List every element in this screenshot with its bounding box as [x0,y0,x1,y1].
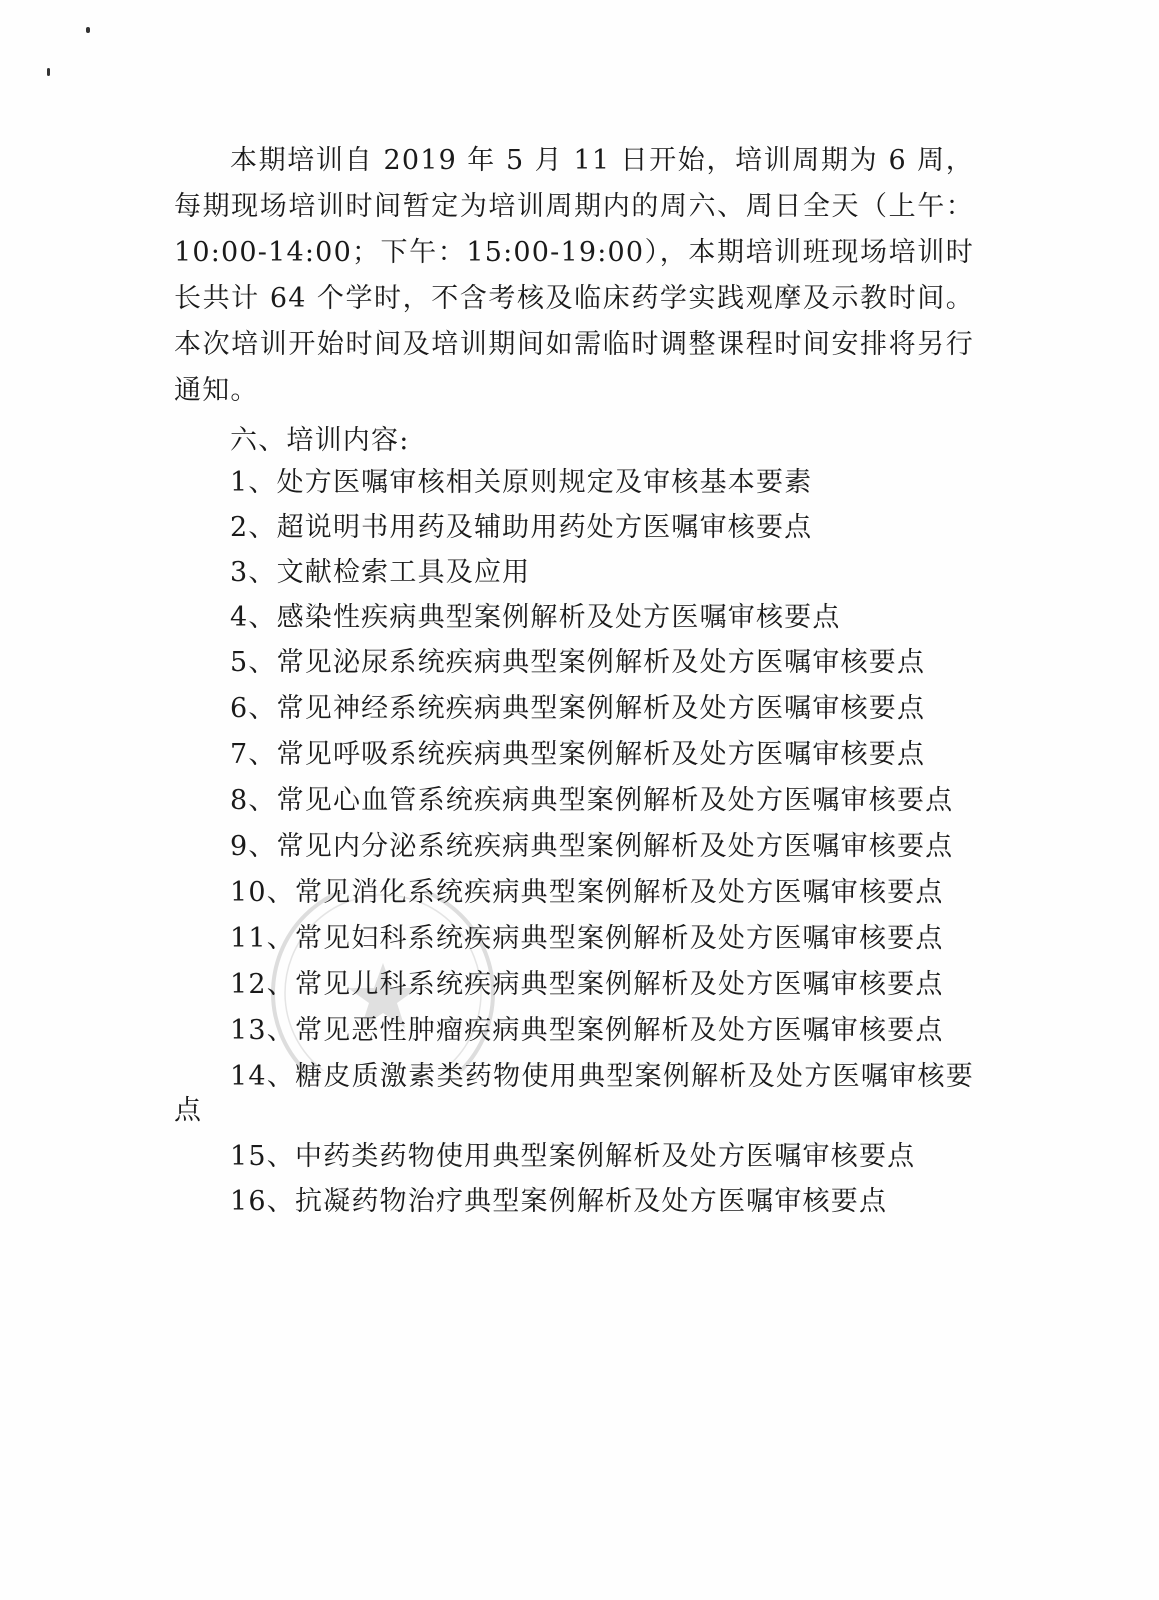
list-item: 10、常见消化系统疾病典型案例解析及处方医嘱审核要点 [230,877,944,908]
list-item: 1、处方医嘱审核相关原则规定及审核基本要素 [230,467,813,498]
list-item: 15、中药类药物使用典型案例解析及处方医嘱审核要点 [230,1141,916,1172]
list-item: 4、感染性疾病典型案例解析及处方医嘱审核要点 [230,602,841,633]
list-item: 5、常见泌尿系统疾病典型案例解析及处方医嘱审核要点 [230,647,926,678]
training-content-list [174,466,974,1219]
list-item: 3、文献检索工具及应用 [230,557,531,588]
list-item: 8、常见心血管系统疾病典型案例解析及处方医嘱审核要点 [230,785,954,816]
schedule-paragraph: 本期培训自 2019 年 5 月 11 日开始，培训周期为 6 周，每期现场培训时间暂定为培训周期内的周六、周日全天（上午：10:00-14:00；下午：15:00-19:00），本期培训班现场培训时长共计 64 个学时，不含考核及临床药学实践观摩及示教时间。本次培训开始时间及培训期间如需临时调整课程时间安排将另行通知。 [174,145,974,406]
list-item: 7、常见呼吸系统疾病典型案例解析及处方医嘱审核要点 [230,739,926,770]
list-item: 13、常见恶性肿瘤疾病典型案例解析及处方医嘱审核要点 [230,1015,944,1046]
list-item: 9、常见内分泌系统疾病典型案例解析及处方医嘱审核要点 [230,831,954,862]
list-item: 14、糖皮质激素类药物使用典型案例解析及处方医嘱审核要点 [174,1061,974,1126]
list-item: 6、常见神经系统疾病典型案例解析及处方医嘱审核要点 [230,693,926,724]
list-item: 11、常见妇科系统疾病典型案例解析及处方医嘱审核要点 [230,923,944,954]
section-heading: 六、培训内容: [230,425,410,456]
scan-speck [47,68,50,76]
document-body [174,138,974,1230]
scan-speck [86,27,90,33]
list-item: 12、常见儿科系统疾病典型案例解析及处方医嘱审核要点 [230,969,944,1000]
list-item: 16、抗凝药物治疗典型案例解析及处方医嘱审核要点 [230,1186,888,1217]
list-item: 2、超说明书用药及辅助用药处方医嘱审核要点 [230,512,813,543]
